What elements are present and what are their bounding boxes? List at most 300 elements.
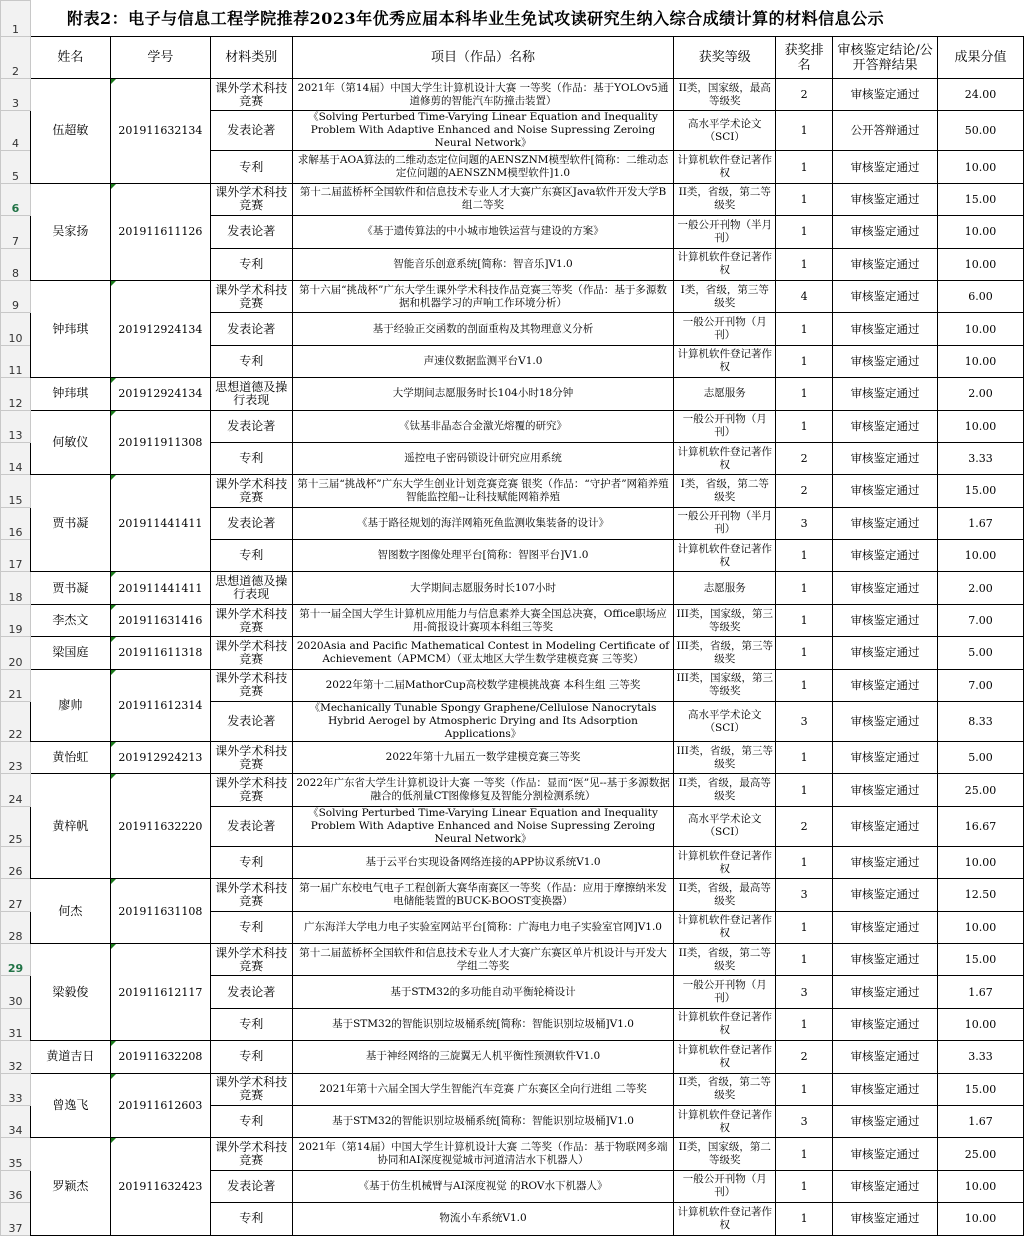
student-name[interactable]: 吴家扬 — [30, 183, 110, 280]
material-category[interactable]: 课外学术科技竞赛 — [210, 183, 292, 215]
score[interactable]: 5.00 — [938, 637, 1024, 669]
award-rank[interactable]: 1 — [776, 1138, 833, 1170]
project-name[interactable]: 广东海洋大学电力电子实验室网站平台[简称：广海电力电子实验室官网]V1.0 — [292, 911, 674, 943]
project-name[interactable]: 物流小车系统V1.0 — [292, 1203, 674, 1235]
material-category[interactable]: 专利 — [210, 911, 292, 943]
row-header[interactable]: 15 — [1, 475, 31, 507]
table-row — [1, 943, 1024, 975]
student-id[interactable]: 201911632208 — [110, 1041, 210, 1073]
review-result[interactable]: 审核鉴定通过 — [833, 540, 938, 572]
score[interactable]: 24.00 — [938, 79, 1024, 111]
student-name[interactable]: 伍超敏 — [30, 79, 110, 184]
row-header[interactable]: 12 — [1, 378, 31, 410]
score[interactable]: 25.00 — [938, 1138, 1024, 1170]
student-name[interactable]: 贾书凝 — [30, 475, 110, 572]
student-id[interactable]: 201911611318 — [110, 637, 210, 669]
award-level[interactable]: III类，国家级，第三等级奖 — [674, 604, 776, 636]
review-result[interactable]: 审核鉴定通过 — [833, 806, 938, 846]
award-rank[interactable]: 4 — [776, 280, 833, 312]
column-header[interactable]: 审核鉴定结论/公开答辩结果 — [833, 37, 938, 79]
material-category[interactable]: 课外学术科技竞赛 — [210, 79, 292, 111]
material-category[interactable]: 课外学术科技竞赛 — [210, 879, 292, 911]
project-name[interactable]: 《Solving Perturbed Time-Varying Linear Equation and Inequality Problem With Adaptive Enhanced and Noise Supressing Zeroing Neural Network》 — [292, 806, 674, 846]
review-result[interactable]: 审核鉴定通过 — [833, 846, 938, 878]
review-result[interactable]: 审核鉴定通过 — [833, 572, 938, 604]
material-category[interactable]: 课外学术科技竞赛 — [210, 280, 292, 312]
text-number-indicator-icon — [111, 742, 116, 747]
score[interactable]: 15.00 — [938, 943, 1024, 975]
student-id[interactable]: 201912924134 — [110, 280, 210, 377]
material-category[interactable]: 发表论著 — [210, 111, 292, 151]
award-rank[interactable]: 3 — [776, 1105, 833, 1137]
material-category[interactable]: 发表论著 — [210, 507, 292, 539]
score[interactable]: 7.00 — [938, 604, 1024, 636]
student-id[interactable]: 201911911308 — [110, 410, 210, 475]
table-row — [1, 879, 1024, 911]
review-result[interactable]: 审核鉴定通过 — [833, 151, 938, 183]
student-name[interactable]: 贾书凝 — [30, 572, 110, 604]
row-header[interactable]: 21 — [1, 669, 31, 701]
review-result[interactable]: 审核鉴定通过 — [833, 911, 938, 943]
student-id[interactable]: 201911632220 — [110, 774, 210, 879]
student-id[interactable]: 201911631108 — [110, 879, 210, 944]
row-header[interactable]: 35 — [1, 1138, 31, 1170]
row-header[interactable]: 5 — [1, 151, 31, 183]
score[interactable]: 2.00 — [938, 572, 1024, 604]
award-level[interactable]: I类，省级，第二等级奖 — [674, 475, 776, 507]
award-rank[interactable]: 1 — [776, 183, 833, 215]
project-name[interactable]: 《Solving Perturbed Time-Varying Linear Equation and Inequality Problem With Adaptive Enhanced and Noise Supressing Zeroing Neural Network》 — [292, 111, 674, 151]
score[interactable]: 15.00 — [938, 183, 1024, 215]
material-category[interactable]: 发表论著 — [210, 313, 292, 345]
row-header[interactable]: 10 — [1, 313, 31, 345]
award-level[interactable]: II类，省级，第二等级奖 — [674, 943, 776, 975]
project-name[interactable]: 第十三届“挑战杯”广东大学生创业计划竞赛竞赛 银奖（作品：“守护者”网箱养殖智能监控船--让科技赋能网箱养殖 — [292, 475, 674, 507]
student-name[interactable]: 钟玮琪 — [30, 280, 110, 377]
row-header[interactable]: 2 — [1, 37, 31, 79]
row-header[interactable]: 30 — [1, 976, 31, 1008]
review-result[interactable]: 审核鉴定通过 — [833, 248, 938, 280]
review-result[interactable]: 审核鉴定通过 — [833, 1073, 938, 1105]
review-result[interactable]: 审核鉴定通过 — [833, 1170, 938, 1202]
award-rank[interactable]: 1 — [776, 216, 833, 248]
score[interactable]: 10.00 — [938, 345, 1024, 377]
material-category[interactable]: 专利 — [210, 1041, 292, 1073]
project-name[interactable]: 2021年第十六届全国大学生智能汽车竞赛 广东赛区全向行进组 二等奖 — [292, 1073, 674, 1105]
project-name[interactable]: 《基于路径规划的海洋网箱死鱼监测收集装备的设计》 — [292, 507, 674, 539]
review-result[interactable]: 审核鉴定通过 — [833, 410, 938, 442]
student-id[interactable]: 201911632423 — [110, 1138, 210, 1235]
material-category[interactable]: 课外学术科技竞赛 — [210, 669, 292, 701]
award-level[interactable]: 计算机软件登记著作权 — [674, 911, 776, 943]
score[interactable]: 8.33 — [938, 702, 1024, 742]
row-header[interactable]: 13 — [1, 410, 31, 442]
score[interactable]: 10.00 — [938, 216, 1024, 248]
award-rank[interactable]: 1 — [776, 248, 833, 280]
student-name[interactable]: 梁毅俊 — [30, 943, 110, 1040]
award-level[interactable]: 高水平学术论文（SCI） — [674, 111, 776, 151]
score[interactable]: 50.00 — [938, 111, 1024, 151]
project-name[interactable]: 第十六届“挑战杯”广东大学生课外学术科技作品竞赛三等奖（作品：基于多源数据和机器学习的声响工作环境分析） — [292, 280, 674, 312]
award-level[interactable]: II类，国家级，最高等级奖 — [674, 79, 776, 111]
award-level[interactable]: 志愿服务 — [674, 378, 776, 410]
student-id[interactable]: 201912924213 — [110, 742, 210, 774]
score[interactable]: 6.00 — [938, 280, 1024, 312]
award-level[interactable]: II类，省级，第二等级奖 — [674, 1073, 776, 1105]
student-name[interactable]: 黄梓帆 — [30, 774, 110, 879]
project-name[interactable]: 第十一届全国大学生计算机应用能力与信息素养大赛全国总决赛，Office职场应用-简报设计赛项本科组三等奖 — [292, 604, 674, 636]
project-name[interactable]: 智能音乐创意系统[简称：智音乐]V1.0 — [292, 248, 674, 280]
award-level[interactable]: 计算机软件登记著作权 — [674, 540, 776, 572]
project-name[interactable]: 《Mechanically Tunable Spongy Graphene/Cellulose Nanocrytals Hybrid Aerogel by Atmospheric Drying and Its Adsorption Applications》 — [292, 702, 674, 742]
award-rank[interactable]: 2 — [776, 1041, 833, 1073]
column-header[interactable]: 姓名 — [30, 37, 110, 79]
score[interactable]: 1.67 — [938, 976, 1024, 1008]
row-header[interactable]: 37 — [1, 1203, 31, 1235]
row-header[interactable]: 11 — [1, 345, 31, 377]
row-header[interactable]: 23 — [1, 742, 31, 774]
student-name[interactable]: 钟玮琪 — [30, 378, 110, 410]
score[interactable]: 7.00 — [938, 669, 1024, 701]
row-header[interactable]: 22 — [1, 702, 31, 742]
score[interactable]: 10.00 — [938, 313, 1024, 345]
row-header[interactable]: 33 — [1, 1073, 31, 1105]
project-name[interactable]: 第十二届蓝桥杯全国软件和信息技术专业人才大赛广东赛区Java软件开发大学B组二等奖 — [292, 183, 674, 215]
award-rank[interactable]: 1 — [776, 1170, 833, 1202]
project-name[interactable]: 2022年广东省大学生计算机设计大赛 一等奖（作品：显而“医”见--基于多源数据融合的低剂量CT图像修复及智能分割检测系统） — [292, 774, 674, 806]
column-header[interactable]: 材料类别 — [210, 37, 292, 79]
score[interactable]: 10.00 — [938, 1008, 1024, 1040]
score[interactable]: 10.00 — [938, 911, 1024, 943]
award-level[interactable]: 志愿服务 — [674, 572, 776, 604]
award-level[interactable]: I类，省级，第三等级奖 — [674, 280, 776, 312]
project-name[interactable]: 第一届广东校电气电子工程创新大赛华南赛区一等奖（作品：应用于摩擦纳米发电储能装置的BUCK-BOOST变换器） — [292, 879, 674, 911]
row-header[interactable]: 28 — [1, 911, 31, 943]
score[interactable]: 10.00 — [938, 540, 1024, 572]
student-name[interactable]: 何敏仪 — [30, 410, 110, 475]
material-category[interactable]: 课外学术科技竞赛 — [210, 742, 292, 774]
review-result[interactable]: 审核鉴定通过 — [833, 637, 938, 669]
review-result[interactable]: 审核鉴定通过 — [833, 669, 938, 701]
score[interactable]: 5.00 — [938, 742, 1024, 774]
award-level[interactable]: 计算机软件登记著作权 — [674, 248, 776, 280]
material-category[interactable]: 专利 — [210, 1008, 292, 1040]
project-name[interactable]: 《基于仿生机械臂与AI深度视觉 的ROV水下机器人》 — [292, 1170, 674, 1202]
student-name[interactable]: 罗颖杰 — [30, 1138, 110, 1235]
award-rank[interactable]: 1 — [776, 943, 833, 975]
award-rank[interactable]: 1 — [776, 410, 833, 442]
project-name[interactable]: 基于STM32的多功能自动平衡轮椅设计 — [292, 976, 674, 1008]
row-header[interactable]: 1 — [1, 1, 31, 37]
review-result[interactable]: 审核鉴定通过 — [833, 702, 938, 742]
award-rank[interactable]: 1 — [776, 1008, 833, 1040]
award-level[interactable]: 一般公开刊物（月刊） — [674, 976, 776, 1008]
review-result[interactable]: 审核鉴定通过 — [833, 1203, 938, 1235]
material-category[interactable]: 发表论著 — [210, 976, 292, 1008]
student-name[interactable]: 梁国庭 — [30, 637, 110, 669]
review-result[interactable]: 审核鉴定通过 — [833, 742, 938, 774]
material-category[interactable]: 发表论著 — [210, 806, 292, 846]
award-level[interactable]: III类，省级，第三等级奖 — [674, 637, 776, 669]
score[interactable]: 1.67 — [938, 1105, 1024, 1137]
award-level[interactable]: 计算机软件登记著作权 — [674, 1203, 776, 1235]
row-header[interactable]: 24 — [1, 774, 31, 806]
project-name[interactable]: 声速仪数据监测平台V1.0 — [292, 345, 674, 377]
row-header[interactable]: 27 — [1, 879, 31, 911]
score[interactable]: 10.00 — [938, 846, 1024, 878]
project-name[interactable]: 2022年第十九届五一数学建模竞赛三等奖 — [292, 742, 674, 774]
review-result[interactable]: 审核鉴定通过 — [833, 943, 938, 975]
material-category[interactable]: 课外学术科技竞赛 — [210, 604, 292, 636]
award-level[interactable]: II类，省级，最高等级奖 — [674, 879, 776, 911]
review-result[interactable]: 审核鉴定通过 — [833, 313, 938, 345]
material-category[interactable]: 发表论著 — [210, 1170, 292, 1202]
award-rank[interactable]: 1 — [776, 540, 833, 572]
row-header[interactable]: 36 — [1, 1170, 31, 1202]
project-name[interactable]: 2021年（第14届）中国大学生计算机设计大赛 一等奖（作品：基于YOLOv5通道修剪的智能汽车防撞击装置） — [292, 79, 674, 111]
award-level[interactable]: 高水平学术论文（SCI） — [674, 806, 776, 846]
award-level[interactable]: 计算机软件登记著作权 — [674, 345, 776, 377]
score[interactable]: 2.00 — [938, 378, 1024, 410]
award-rank[interactable]: 2 — [776, 442, 833, 474]
material-category[interactable]: 课外学术科技竞赛 — [210, 774, 292, 806]
award-rank[interactable]: 3 — [776, 507, 833, 539]
material-category[interactable]: 专利 — [210, 846, 292, 878]
row-header[interactable]: 4 — [1, 111, 31, 151]
review-result[interactable]: 审核鉴定通过 — [833, 604, 938, 636]
row-header[interactable]: 18 — [1, 572, 31, 604]
award-level[interactable]: III类，国家级，第三等级奖 — [674, 669, 776, 701]
material-category[interactable]: 专利 — [210, 1105, 292, 1137]
row-header[interactable]: 34 — [1, 1105, 31, 1137]
score[interactable]: 10.00 — [938, 410, 1024, 442]
score[interactable]: 1.67 — [938, 507, 1024, 539]
award-rank[interactable]: 1 — [776, 774, 833, 806]
material-category[interactable]: 专利 — [210, 540, 292, 572]
review-result[interactable]: 审核鉴定通过 — [833, 475, 938, 507]
review-result[interactable]: 审核鉴定通过 — [833, 1138, 938, 1170]
award-rank[interactable]: 3 — [776, 879, 833, 911]
award-rank[interactable]: 2 — [776, 475, 833, 507]
award-rank[interactable]: 1 — [776, 1203, 833, 1235]
project-name[interactable]: 基于STM32的智能识别垃圾桶系统[简称：智能识别垃圾桶]V1.0 — [292, 1105, 674, 1137]
award-rank[interactable]: 1 — [776, 637, 833, 669]
award-level[interactable]: 计算机软件登记著作权 — [674, 442, 776, 474]
review-result[interactable]: 审核鉴定通过 — [833, 976, 938, 1008]
material-category[interactable]: 发表论著 — [210, 410, 292, 442]
score[interactable]: 10.00 — [938, 1203, 1024, 1235]
review-result[interactable]: 审核鉴定通过 — [833, 879, 938, 911]
material-category[interactable]: 课外学术科技竞赛 — [210, 943, 292, 975]
material-category[interactable]: 课外学术科技竞赛 — [210, 475, 292, 507]
student-id[interactable]: 201911611126 — [110, 183, 210, 280]
review-result[interactable]: 审核鉴定通过 — [833, 79, 938, 111]
material-category[interactable]: 课外学术科技竞赛 — [210, 1138, 292, 1170]
table-row — [1, 774, 1024, 806]
award-rank[interactable]: 1 — [776, 151, 833, 183]
award-level[interactable]: 计算机软件登记著作权 — [674, 1105, 776, 1137]
project-name[interactable]: 2022年第十二届MathorCup高校数学建模挑战赛 本科生组 三等奖 — [292, 669, 674, 701]
row-header[interactable]: 6 — [1, 183, 31, 215]
column-header[interactable]: 学号 — [110, 37, 210, 79]
review-result[interactable]: 审核鉴定通过 — [833, 774, 938, 806]
row-header[interactable]: 31 — [1, 1008, 31, 1040]
project-name[interactable]: 基于STM32的智能识别垃圾桶系统[简称：智能识别垃圾桶]V1.0 — [292, 1008, 674, 1040]
award-level[interactable]: 一般公开刊物（月刊） — [674, 313, 776, 345]
award-rank[interactable]: 1 — [776, 111, 833, 151]
award-rank[interactable]: 1 — [776, 313, 833, 345]
project-name[interactable]: 遥控电子密码锁设计研究应用系统 — [292, 442, 674, 474]
project-name[interactable]: 2020Asia and Pacific Mathematical Contest in Modeling Certificate of Achievement（APMCM）（亚太地区大学生数学建模竞赛 三等奖） — [292, 637, 674, 669]
row-header[interactable]: 25 — [1, 806, 31, 846]
award-rank[interactable]: 1 — [776, 911, 833, 943]
student-id[interactable]: 201911612314 — [110, 669, 210, 741]
award-rank[interactable]: 1 — [776, 846, 833, 878]
award-level[interactable]: II类，省级，最高等级奖 — [674, 774, 776, 806]
project-name[interactable]: 第十二届蓝桥杯全国软件和信息技术专业人才大赛广东赛区单片机设计与开发大学组二等奖 — [292, 943, 674, 975]
award-rank[interactable]: 2 — [776, 806, 833, 846]
material-category[interactable]: 发表论著 — [210, 702, 292, 742]
table-row — [1, 637, 1024, 669]
student-id[interactable]: 201911631416 — [110, 604, 210, 636]
score[interactable]: 25.00 — [938, 774, 1024, 806]
score[interactable]: 10.00 — [938, 248, 1024, 280]
row-header[interactable]: 19 — [1, 604, 31, 636]
row-header[interactable]: 26 — [1, 846, 31, 878]
award-rank[interactable]: 1 — [776, 572, 833, 604]
score[interactable]: 10.00 — [938, 1170, 1024, 1202]
award-level[interactable]: 一般公开刊物（半月刊） — [674, 216, 776, 248]
table-row — [1, 742, 1024, 774]
project-name[interactable]: 智图数字图像处理平台[简称：智图平台]V1.0 — [292, 540, 674, 572]
project-name[interactable]: 《钛基非晶态合金激光熔覆的研究》 — [292, 410, 674, 442]
table-row — [1, 669, 1024, 701]
student-id[interactable]: 201911612117 — [110, 943, 210, 1040]
student-id[interactable]: 201911632134 — [110, 79, 210, 184]
student-id[interactable]: 201911612603 — [110, 1073, 210, 1138]
material-category[interactable]: 专利 — [210, 442, 292, 474]
row-header[interactable]: 16 — [1, 507, 31, 539]
student-name[interactable]: 李杰文 — [30, 604, 110, 636]
material-category[interactable]: 发表论著 — [210, 216, 292, 248]
score[interactable]: 12.50 — [938, 879, 1024, 911]
award-rank[interactable]: 2 — [776, 79, 833, 111]
award-level[interactable]: II类，国家级，第二等级奖 — [674, 1138, 776, 1170]
project-name[interactable]: 基于神经网络的三旋翼无人机平衡性预测软件V1.0 — [292, 1041, 674, 1073]
review-result[interactable]: 审核鉴定通过 — [833, 345, 938, 377]
row-header[interactable]: 8 — [1, 248, 31, 280]
award-level[interactable]: III类，省级，第三等级奖 — [674, 742, 776, 774]
award-level[interactable]: 计算机软件登记著作权 — [674, 151, 776, 183]
project-name[interactable]: 大学期间志愿服务时长107小时 — [292, 572, 674, 604]
project-name[interactable]: 基于经验正交函数的剖面重构及其物理意义分析 — [292, 313, 674, 345]
review-result[interactable]: 审核鉴定通过 — [833, 378, 938, 410]
student-name[interactable]: 曾逸飞 — [30, 1073, 110, 1138]
review-result[interactable]: 审核鉴定通过 — [833, 216, 938, 248]
project-name[interactable]: 基于云平台实现设备网络连接的APP协议系统V1.0 — [292, 846, 674, 878]
award-rank[interactable]: 1 — [776, 669, 833, 701]
award-level[interactable]: 一般公开刊物（月刊） — [674, 410, 776, 442]
award-level[interactable]: II类，省级，第二等级奖 — [674, 183, 776, 215]
material-category[interactable]: 专利 — [210, 248, 292, 280]
project-name[interactable]: 2021年（第14届）中国大学生计算机设计大赛 二等奖（作品：基于物联网多端协同和AI深度视觉城市河道清洁水下机器人） — [292, 1138, 674, 1170]
review-result[interactable]: 审核鉴定通过 — [833, 183, 938, 215]
award-rank[interactable]: 1 — [776, 345, 833, 377]
score[interactable]: 16.67 — [938, 806, 1024, 846]
award-rank[interactable]: 3 — [776, 702, 833, 742]
material-category[interactable]: 专利 — [210, 1203, 292, 1235]
award-level[interactable]: 计算机软件登记著作权 — [674, 1041, 776, 1073]
project-name[interactable]: 大学期间志愿服务时长104小时18分钟 — [292, 378, 674, 410]
review-result[interactable]: 审核鉴定通过 — [833, 1008, 938, 1040]
row-header[interactable]: 7 — [1, 216, 31, 248]
material-category[interactable]: 思想道德及操行表现 — [210, 378, 292, 410]
row-header[interactable]: 9 — [1, 280, 31, 312]
score[interactable]: 3.33 — [938, 442, 1024, 474]
score[interactable]: 10.00 — [938, 151, 1024, 183]
award-level[interactable]: 高水平学术论文（SCI） — [674, 702, 776, 742]
award-rank[interactable]: 1 — [776, 604, 833, 636]
student-name[interactable]: 何杰 — [30, 879, 110, 944]
student-name[interactable]: 黄怡虹 — [30, 742, 110, 774]
row-header[interactable]: 20 — [1, 637, 31, 669]
material-category[interactable]: 课外学术科技竞赛 — [210, 1073, 292, 1105]
student-id[interactable]: 201912924134 — [110, 378, 210, 410]
award-level[interactable]: 计算机软件登记著作权 — [674, 1008, 776, 1040]
material-category[interactable]: 专利 — [210, 345, 292, 377]
material-category[interactable]: 思想道德及操行表现 — [210, 572, 292, 604]
student-id[interactable]: 201911441411 — [110, 572, 210, 604]
award-level[interactable]: 计算机软件登记著作权 — [674, 846, 776, 878]
row-header[interactable]: 14 — [1, 442, 31, 474]
student-name[interactable]: 黄道吉日 — [30, 1041, 110, 1073]
column-header[interactable]: 成果分值 — [938, 37, 1024, 79]
review-result[interactable]: 公开答辩通过 — [833, 111, 938, 151]
project-name[interactable]: 求解基于AOA算法的二维动态定位问题的AENSZNM模型软件[简称：二维动态定位问题的AENSZNM模型软件]1.0 — [292, 151, 674, 183]
student-id[interactable]: 201911441411 — [110, 475, 210, 572]
title-row — [1, 1, 1024, 37]
score[interactable]: 15.00 — [938, 475, 1024, 507]
row-header[interactable]: 17 — [1, 540, 31, 572]
student-name[interactable]: 廖帅 — [30, 669, 110, 741]
review-result[interactable]: 审核鉴定通过 — [833, 280, 938, 312]
review-result[interactable]: 审核鉴定通过 — [833, 1105, 938, 1137]
row-header[interactable]: 3 — [1, 79, 31, 111]
material-category[interactable]: 专利 — [210, 151, 292, 183]
row-header[interactable]: 32 — [1, 1041, 31, 1073]
award-level[interactable]: 一般公开刊物（半月刊） — [674, 507, 776, 539]
score[interactable]: 15.00 — [938, 1073, 1024, 1105]
award-rank[interactable]: 1 — [776, 742, 833, 774]
column-header[interactable]: 获奖排名 — [776, 37, 833, 79]
column-header[interactable]: 项目（作品）名称 — [292, 37, 674, 79]
score[interactable]: 3.33 — [938, 1041, 1024, 1073]
table-row — [1, 1138, 1024, 1170]
text-number-indicator-icon — [111, 378, 116, 383]
project-name[interactable]: 《基于遗传算法的中小城市地铁运营与建设的方案》 — [292, 216, 674, 248]
row-header[interactable]: 29 — [1, 943, 31, 975]
award-rank[interactable]: 3 — [776, 976, 833, 1008]
award-level[interactable]: 一般公开刊物（月刊） — [674, 1170, 776, 1202]
review-result[interactable]: 审核鉴定通过 — [833, 442, 938, 474]
text-number-indicator-icon — [111, 879, 116, 884]
review-result[interactable]: 审核鉴定通过 — [833, 507, 938, 539]
material-category[interactable]: 课外学术科技竞赛 — [210, 637, 292, 669]
award-rank[interactable]: 1 — [776, 1073, 833, 1105]
award-rank[interactable]: 1 — [776, 378, 833, 410]
review-result[interactable]: 审核鉴定通过 — [833, 1041, 938, 1073]
column-header[interactable]: 获奖等级 — [674, 37, 776, 79]
